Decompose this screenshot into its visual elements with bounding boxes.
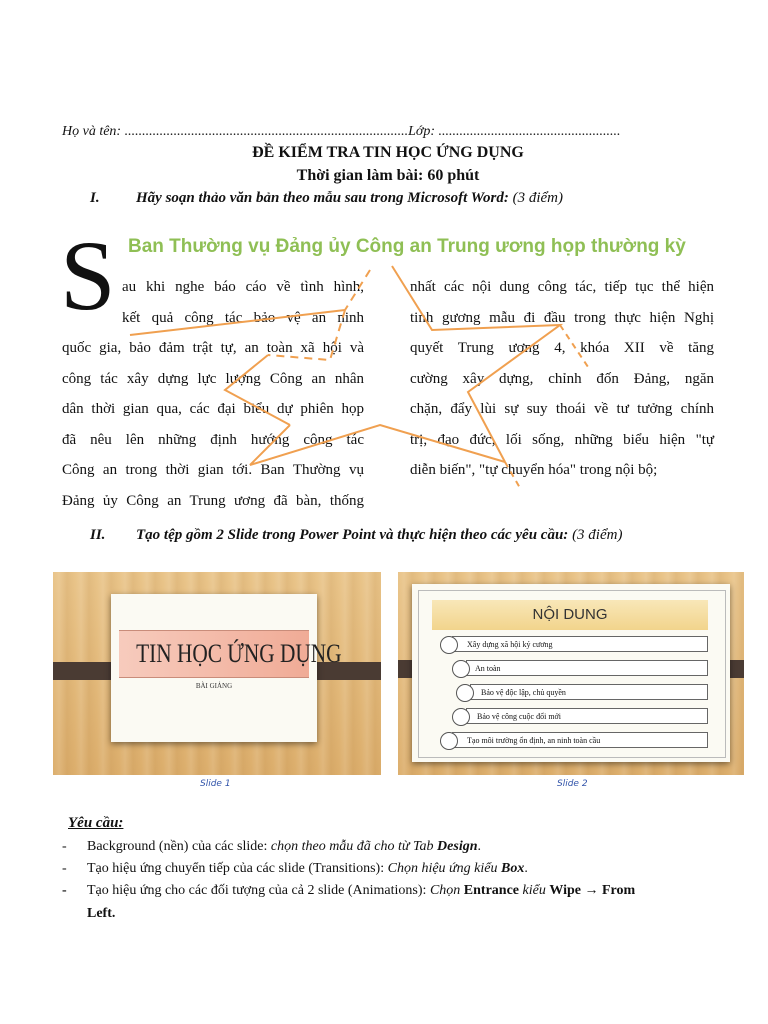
slide-1-subtitle: BÀI GIẢNG (195, 682, 233, 690)
article-line: quốc gia, bảo đảm trật tự, an toàn xã hội và (62, 340, 364, 356)
slide-2-caption: Slide 2 (557, 779, 588, 789)
article-line: cường xây dựng, chỉnh đốn Đảng, ngăn (410, 370, 714, 387)
article-line: dân thời gian qua, các đại biểu dự phiên họp (62, 401, 364, 417)
requirement-2-italic: Chọn hiệu ứng kiểu (387, 861, 502, 876)
requirement-2-end: . (524, 861, 528, 876)
requirement-1-italic: chọn theo mẫu đã cho từ Tab (270, 839, 438, 854)
slide-2-item: Xây dựng xã hội kỷ cương (452, 636, 708, 652)
slide-2-bullet-circle (440, 732, 458, 750)
article-line: quyết Trung ương 4, khóa XII về tăng (410, 340, 714, 356)
arrow-line (505, 462, 520, 488)
arrow-right-icon: → (580, 883, 602, 898)
slide-2-bullet-circle (440, 636, 458, 654)
article-headline: Ban Thường vụ Đảng ủy Công an Trung ương họp thường kỳ (128, 236, 686, 257)
section-1-points: (3 điểm) (512, 190, 564, 206)
requirement-1-bold: Design (437, 839, 478, 854)
arrow-line (130, 310, 345, 335)
requirement-2-prefix: Tạo hiệu ứng chuyển tiếp của các slide (Transitions): (87, 861, 388, 876)
requirement-3-bold-2: Wipe (549, 883, 581, 898)
bullet-dash: - (62, 839, 67, 854)
slide-1-thumbnail (53, 572, 381, 775)
requirement-3-bold-1: Entrance (463, 883, 519, 898)
requirements-heading: Yêu cầu: (68, 815, 124, 831)
slide-2-item: Bảo vệ độc lập, chủ quyền (470, 684, 708, 700)
slide-2-thumbnail (398, 572, 744, 775)
section-1-number: I. (90, 190, 100, 206)
requirement-1-end: . (477, 839, 481, 854)
arrow-line (225, 355, 290, 425)
requirement-3 (62, 880, 635, 902)
arrow-line (345, 270, 370, 310)
section-1-text: Hãy soạn thảo văn bản theo mẫu sau trong Microsoft Word: (136, 190, 509, 206)
arrow-line (392, 266, 560, 462)
slide-2-bullet-circle (452, 660, 470, 678)
article-line: au khi nghe báo cáo về tình hình, (122, 279, 364, 295)
article-line: diễn biến", "tự chuyển hóa" trong nội bộ; (410, 462, 658, 478)
slide-2-item: Bảo vệ công cuộc đổi mới (466, 708, 708, 724)
requirement-3-italic-2: kiểu (519, 883, 550, 898)
slide-2-card (412, 584, 730, 762)
requirement-2-bold: Box (501, 861, 525, 876)
section-2-text: Tạo tệp gồm 2 Slide trong Power Point và thực hiện theo các yêu cầu: (136, 527, 569, 543)
arrow-line (560, 325, 590, 370)
section-2-points: (3 điểm) (572, 527, 623, 543)
requirement-2 (62, 858, 528, 880)
section-2-number: II. (90, 527, 106, 543)
slide-1-title: TIN HỌC ỨNG DỤNG (136, 639, 342, 668)
slide-2-bullet-circle (456, 684, 474, 702)
name-label: Họ và tên: (62, 124, 122, 139)
arrow-line (250, 425, 505, 465)
slide-1-title-box (119, 630, 342, 678)
article-line: Đảng ủy Công an Trung ương đã bàn, thống (62, 492, 364, 509)
requirement-3-continued: Left. (87, 906, 116, 921)
article-line: kết quả công tác bảo vệ an ninh (122, 309, 364, 326)
article-line: tinh gương mẫu đi đầu trong thực hiện Nghị (410, 309, 714, 326)
requirement-3-bold-3: From (601, 883, 636, 898)
slide-1-caption: Slide 1 (200, 779, 231, 789)
article-line: Công an trong thời gian tới. Ban Thường vụ (62, 462, 364, 478)
section-2-heading (90, 527, 622, 544)
article-line: công tác xây dựng lực lượng Công an nhân (62, 370, 364, 387)
bullet-dash: - (62, 883, 67, 898)
class-dots: .................................................... (438, 124, 621, 139)
article-line: chặn, đẩy lùi sự suy thoái về tư tưởng chính (410, 401, 714, 417)
bullet-dash: - (62, 861, 67, 876)
class-label: Lớp: (408, 124, 436, 139)
article-line: nhất các nội dung công tác, tiếp tục thể hiện (410, 279, 714, 295)
exam-time: Thời gian làm bài: 60 phút (296, 167, 480, 184)
article-line: trị, đạo đức, lối sống, những biểu hiện "tự (410, 431, 714, 448)
slide-2-title-bar (432, 600, 708, 630)
slide-2-title: NỘI DUNG (532, 606, 608, 623)
slide-1-card (111, 594, 342, 742)
drop-cap: S (60, 220, 116, 331)
exam-title: ĐỀ KIỂM TRA TIN HỌC ỨNG DỤNG (252, 144, 524, 161)
article-line: đã nêu lên những định hướng công tác (62, 431, 364, 448)
requirement-3-prefix: Tạo hiệu ứng cho các đối tượng của cả 2 slide (Animations): (87, 883, 430, 898)
requirement-3-italic-1: Chọn (429, 883, 464, 898)
requirement-1-prefix: Background (nền) của các slide: (87, 839, 271, 854)
slide-2-item: An toàn (466, 660, 708, 676)
slide-2-bullet-circle (452, 708, 470, 726)
slide-2-item: Tạo môi trường ổn định, an ninh toàn cầu (452, 732, 708, 748)
name-dots: ................................................................................. (124, 124, 409, 139)
requirement-1 (62, 836, 481, 858)
